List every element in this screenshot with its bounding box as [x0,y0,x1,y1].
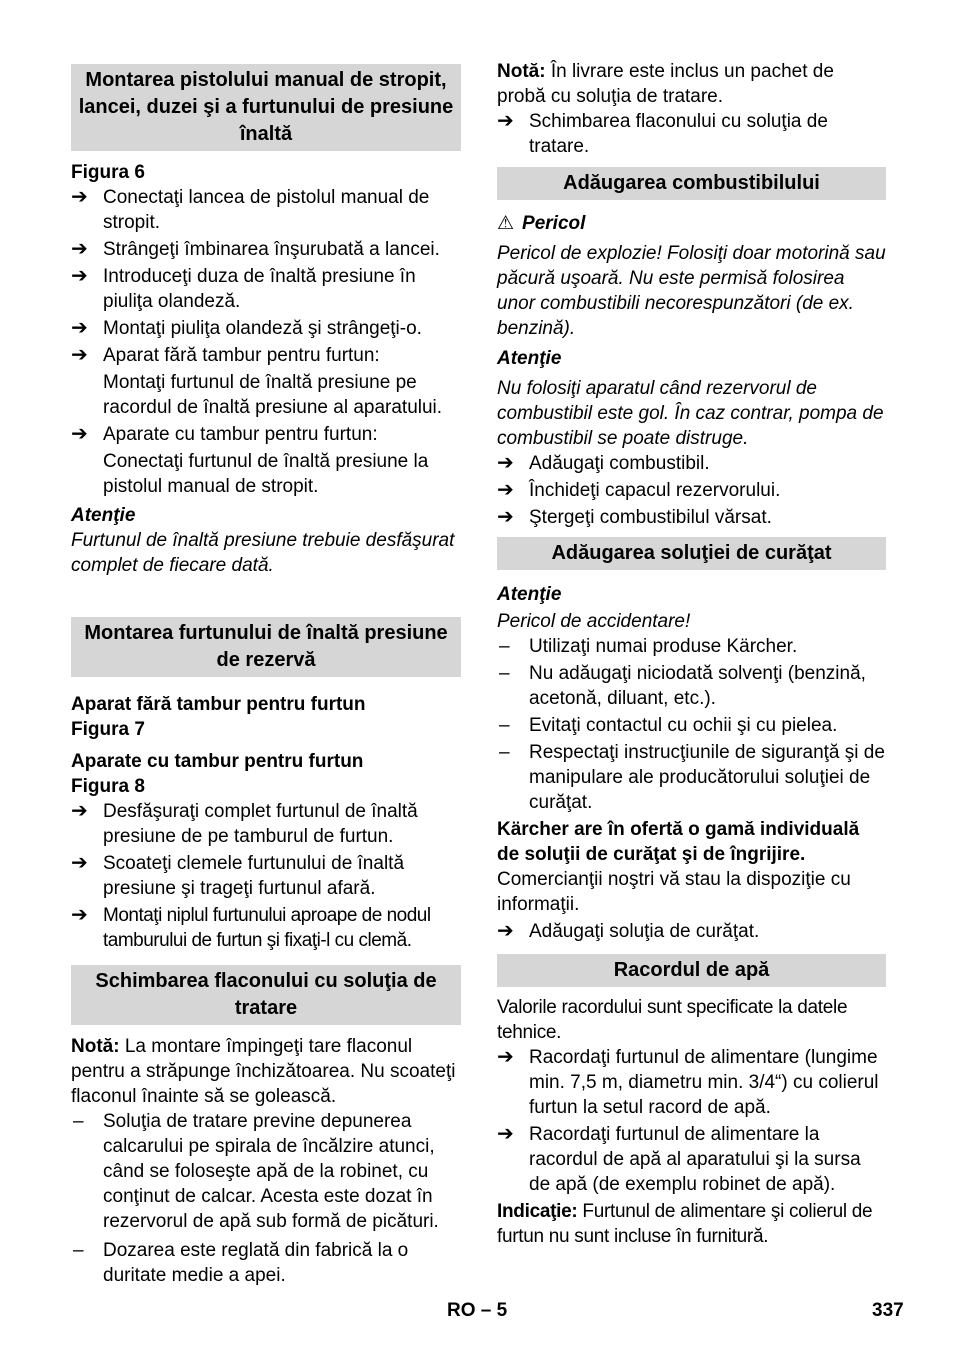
left-body-1 [71,160,461,578]
arrow-icon: ➔ [71,186,88,208]
list-item: ➔ Scoateţi clemele furtunului de înaltă presiune şi trageţi furtunul afară. [71,852,405,899]
caution-text: Furtunul de înaltă presiune trebuie desfăşurat complet de fiecare dată. [71,530,455,576]
caution-label: Atenţie [497,348,562,369]
figure-ref: Figura 7 [71,719,145,740]
list-item: ➔ Ştergeţi combustibilul vărsat. [497,506,772,528]
arrow-icon: ➔ [497,506,514,528]
dash-item: – Nu adăugaţi niciodată solvenţi (benzină, acetonă, diluant, etc.). [499,663,866,709]
list-item: ➔ Aparat fără tambur pentru furtun: [71,344,380,366]
arrow-icon: ➔ [497,920,514,942]
list-item: ➔ Introduceţi duza de înaltă presiune în piuliţa olandeză. [71,265,416,312]
list-item: ➔ Schimbarea flaconului cu soluţia de tratare. [497,110,828,157]
note-paragraph: Notă: În livrare este inclus un pachet de probă cu soluţia de tratare. [497,61,834,107]
dash-item: – Dozarea este reglată din fabrică la o duritate medie a apei. [73,1240,409,1286]
subheading: Aparat fără tambur pentru furtun [71,694,366,715]
dash-item: – Soluţia de tratare previne depunerea calcarului pe spirala de încălzire atunci, când se foloseşte apă de la robinet, cu conţinut de calcar. Acesta este dozat în rezervorul de apă sub formă de picături. [73,1111,439,1232]
section-heading-water: Racordul de apă [497,954,886,987]
caution-label: Atenţie [497,584,562,605]
arrow-icon: ➔ [497,1123,514,1145]
danger-label: ⚠ Pericol [497,213,586,234]
arrow-icon: ➔ [71,344,88,366]
danger-text: Pericol de explozie! Folosiţi doar motorină sau păcură uşoară. Nu este permisă folosirea unor combustibili necorespunzători (de ex. benzină). [497,243,886,339]
list-item: ➔ Montaţi niplul furtunului aproape de nodul tamburului de furtun şi fixaţi-l cu clemă. [71,904,431,951]
right-body-0 [497,59,886,159]
left-body-2 [71,692,461,953]
right-body-1 [497,211,886,530]
left-body-3 [71,1034,461,1288]
list-item: ➔ Montaţi piuliţa olandeză şi strângeţi-o. [71,317,422,339]
list-item: ➔ Închideţi capacul rezervorului. [497,479,781,501]
list-item: ➔ Conectaţi lancea de pistolul manual de stropit. [71,186,430,233]
figure-ref: Figura 6 [71,162,145,183]
arrow-icon: ➔ [71,904,88,926]
page-label: RO – 5 [447,1300,508,1321]
arrow-icon: ➔ [71,423,88,445]
section-heading-treatment-bottle: Schimbarea flaconului cu soluţia de tratare [71,965,461,1025]
page-number: 337 [872,1300,904,1321]
arrow-icon: ➔ [497,452,514,474]
arrow-icon: ➔ [497,1046,514,1068]
arrow-icon: ➔ [71,852,88,874]
figure-ref: Figura 8 [71,776,145,797]
list-item: ➔ Desfăşuraţi complet furtunul de înaltă presiune de pe tamburul de furtun. [71,800,418,847]
subheading: Aparate cu tambur pentru furtun [71,751,364,772]
list-item: ➔ Adăugaţi combustibil. [497,452,710,474]
dash-item: – Respectaţi instrucţiunile de siguranţă şi de manipulare ale producătorului soluţiei de curăţat. [499,742,885,813]
list-item: ➔ Adăugaţi soluţia de curăţat. [497,920,760,942]
arrow-icon: ➔ [71,238,88,260]
right-body-3 [497,995,886,1249]
offer-paragraph: Kärcher are în ofertă o gamă individuală de soluţii de curăţat şi de îngrijire. [497,819,860,865]
water-paragraph: Valorile racordului sunt specificate la datele tehnice. [497,997,848,1043]
arrow-icon: ➔ [497,110,514,132]
arrow-icon: ➔ [71,265,88,287]
list-item: ➔ Racordaţi furtunul de alimentare la racordul de apă al aparatului şi la sursa de apă (de exemplu robinet de apă). [497,1123,861,1195]
arrow-icon: ➔ [497,479,514,501]
dash-item: – Evitaţi contactul cu ochii şi cu pielea. [499,715,838,736]
section-heading-detergent: Adăugarea soluţiei de curăţat [497,537,886,570]
list-item: ➔ Strângeţi îmbinarea înşurubată a lancei. [71,238,440,260]
caution-label: Atenţie [71,505,136,526]
right-body-2 [497,582,886,944]
list-item: ➔ Aparate cu tambur pentru furtun: [71,423,378,445]
dash-item: – Utilizaţi numai produse Kärcher. [499,636,798,657]
section-heading-spare-hose: Montarea furtunului de înaltă presiune de rezervă [71,617,461,677]
section-heading-gun-assembly: Montarea pistolului manual de stropit, lancei, duzei şi a furtunului de presiune înaltă [71,64,461,151]
section-heading-fuel: Adăugarea combustibilului [497,167,886,200]
caution-text: Nu folosiţi aparatul când rezervorul de combustibil este gol. În caz contrar, pompa de combustibil se poate distruge. [497,378,884,449]
list-item: ➔ Racordaţi furtunul de alimentare (lungime min. 7,5 m, diametru min. 3/4“) cu colierul furtun la setul racord de apă. [497,1046,879,1118]
indication-paragraph: Indicaţie: Furtunul de alimentare şi colierul de furtun nu sunt incluse în furnitură. [497,1201,873,1247]
dealer-paragraph: Comercianţii noştri vă stau la dispoziţie cu informaţii. [497,869,851,915]
accident-text: Pericol de accidentare! [497,611,691,632]
warning-triangle-icon: ⚠ [497,213,515,234]
list-item-continuation: Conectaţi furtunul de înaltă presiune la pistolul manual de stropit. [103,451,429,497]
note-paragraph: Notă: La montare împingeţi tare flaconul pentru a străpunge închizătoarea. Nu scoateţi flaconul înainte să se golească. [71,1036,456,1107]
arrow-icon: ➔ [71,800,88,822]
arrow-icon: ➔ [71,317,88,339]
list-item-continuation: Montaţi furtunul de înaltă presiune pe racordul de înaltă presiune al aparatului. [103,372,443,418]
